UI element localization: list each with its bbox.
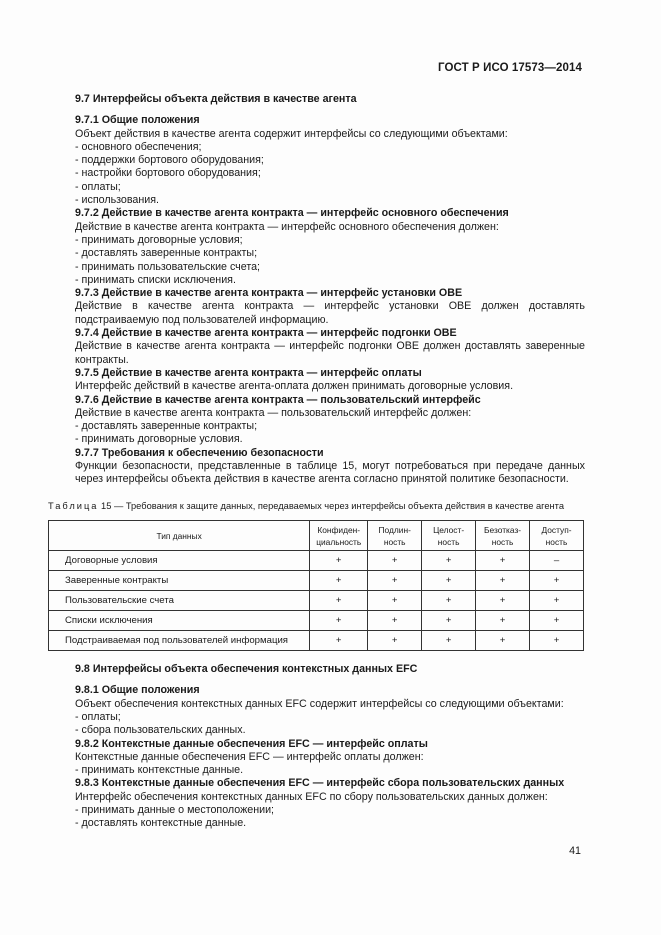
section-9-7-3-title: 9.7.3 Действие в качестве агента контракта — интерфейс установки OBE [75, 287, 463, 300]
list-item: - принимать договорные условия. [75, 433, 243, 446]
list-item: - настройки бортового оборудования; [75, 167, 261, 180]
col-header-availability: Доступ-ность [530, 521, 584, 551]
table-cell: + [422, 571, 476, 591]
table-cell: + [530, 571, 584, 591]
section-9-7-3-text: Действие в качестве агента контракта — интерфейс установки OBE должен доставлять подстраиваемую под пользователей информацию. [75, 300, 585, 326]
section-9-8-title: 9.8 Интерфейсы объекта обеспечения контекстных данных EFC [75, 663, 418, 676]
table-row [49, 591, 584, 611]
section-9-7-4-text: Действие в качестве агента контракта — интерфейс подгонки OBE должен доставлять заверенные контракты. [75, 340, 585, 366]
list-item: - принимать данные о местоположении; [75, 804, 275, 817]
section-9-8-3-intro: Интерфейс обеспечения контекстных данных EFC по сбору пользовательских данных должен: [75, 790, 548, 803]
table-row [49, 571, 584, 591]
table-cell: + [368, 591, 422, 611]
table-cell: Списки исключения [49, 611, 310, 631]
list-item: - принимать договорные условия; [75, 233, 243, 246]
table-cell: + [476, 631, 530, 651]
section-9-8-1-title: 9.8.1 Общие положения [75, 684, 200, 697]
table-cell: + [422, 611, 476, 631]
table-cell: + [530, 631, 584, 651]
table-cell: Заверенные контракты [49, 571, 310, 591]
list-item: - принимать контекстные данные. [75, 764, 244, 777]
table-cell: + [368, 611, 422, 631]
page-content [48, 93, 585, 831]
table-cell: Пользовательские счета [49, 591, 310, 611]
table-cell: + [476, 551, 530, 571]
section-9-7-2-title: 9.7.2 Действие в качестве агента контракта — интерфейс основного обеспечения [75, 207, 509, 220]
table-cell: + [310, 571, 368, 591]
table-cell: + [476, 611, 530, 631]
table-15 [48, 520, 584, 651]
table-15-caption [48, 501, 584, 513]
table-cell: + [310, 551, 368, 571]
list-item: - поддержки бортового оборудования; [75, 154, 264, 167]
section-9-7-2-intro: Действие в качестве агента контракта — интерфейс основного обеспечения должен: [75, 220, 499, 233]
table-cell: + [476, 571, 530, 591]
list-item: - сбора пользовательских данных. [75, 724, 246, 737]
list-item: - принимать пользовательские счета; [75, 260, 261, 273]
table-row [49, 611, 584, 631]
section-9-7-7-title: 9.7.7 Требования к обеспечению безопасности [75, 446, 324, 459]
table-cell: + [422, 591, 476, 611]
list-item: - оплаты; [75, 711, 121, 723]
section-9-7-7-text: Функции безопасности, представленные в таблице 15, могут потребоваться при передаче данных через интерфейсы объекта действия в качестве агента согласно принятой политике безопасности. [75, 460, 585, 486]
table-cell: + [310, 631, 368, 651]
col-header-non-repudiation: Безотказ-ность [476, 521, 530, 551]
page-number: 41 [569, 845, 581, 857]
table-cell: + [368, 551, 422, 571]
list-item: - основного обеспечения; [75, 140, 202, 153]
table-cell: + [476, 591, 530, 611]
section-9-7-title: 9.7 Интерфейсы объекта действия в качестве агента [75, 93, 357, 105]
col-header-confidentiality: Конфиден-циальность [310, 521, 368, 551]
section-9-7-5-text: Интерфейс действий в качестве агента-оплата должен принимать договорные условия. [75, 380, 514, 393]
table-header-row [49, 521, 584, 551]
table-row [49, 551, 584, 571]
table-cell: + [368, 571, 422, 591]
list-item: - доставлять заверенные контракты; [75, 420, 258, 433]
table-cell: + [310, 611, 368, 631]
table-caption-text: 15 — Требования к защите данных, передаваемых через интерфейсы объекта действия в качестве агента [101, 500, 564, 511]
section-9-7-1-title: 9.7.1 Общие положения [75, 114, 200, 127]
table-cell: Подстраиваемая под пользователей информация [49, 631, 310, 651]
table-cell: – [530, 551, 584, 571]
section-9-8-3-title: 9.8.3 Контекстные данные обеспечения EFC — интерфейс сбора пользовательских данных [75, 777, 565, 790]
table-cell: Договорные условия [49, 551, 310, 571]
list-item: - оплаты; [75, 180, 121, 193]
table-cell: + [422, 631, 476, 651]
section-9-8-2-title: 9.8.2 Контекстные данные обеспечения EFC — интерфейс оплаты [75, 737, 428, 750]
list-item: - доставлять контекстные данные. [75, 817, 247, 830]
table-cell: + [422, 551, 476, 571]
col-header-data-type: Тип данных [49, 521, 310, 551]
table-row [49, 631, 584, 651]
section-9-7-4-title: 9.7.4 Действие в качестве агента контракта — интерфейс подгонки OBE [75, 327, 457, 340]
table-cell: + [310, 591, 368, 611]
section-9-7-6-title: 9.7.6 Действие в качестве агента контракта — пользовательский интерфейс [75, 393, 481, 406]
table-cell: + [530, 591, 584, 611]
table-cell: + [368, 631, 422, 651]
section-9-7-6-intro: Действие в качестве агента контракта — пользовательский интерфейс должен: [75, 406, 472, 419]
standard-header: ГОСТ Р ИСО 17573—2014 [437, 62, 582, 74]
list-item: - использования. [75, 194, 159, 207]
list-item: - доставлять заверенные контракты; [75, 247, 258, 260]
table-caption-label: Таблица [48, 500, 99, 511]
table-cell: + [530, 611, 584, 631]
section-9-7-1-intro: Объект действия в качестве агента содержит интерфейсы со следующими объектами: [75, 127, 508, 140]
section-9-7-5-title: 9.7.5 Действие в качестве агента контракта — интерфейс оплаты [75, 366, 422, 379]
list-item: - принимать списки исключения. [75, 273, 236, 286]
section-9-8-2-intro: Контекстные данные обеспечения EFC — интерфейс оплаты должен: [75, 750, 424, 763]
col-header-authenticity: Подлин-ность [368, 521, 422, 551]
col-header-integrity: Целост-ность [422, 521, 476, 551]
section-9-8-1-intro: Объект обеспечения контекстных данных EFC содержит интерфейсы со следующими объектами: [75, 697, 564, 710]
